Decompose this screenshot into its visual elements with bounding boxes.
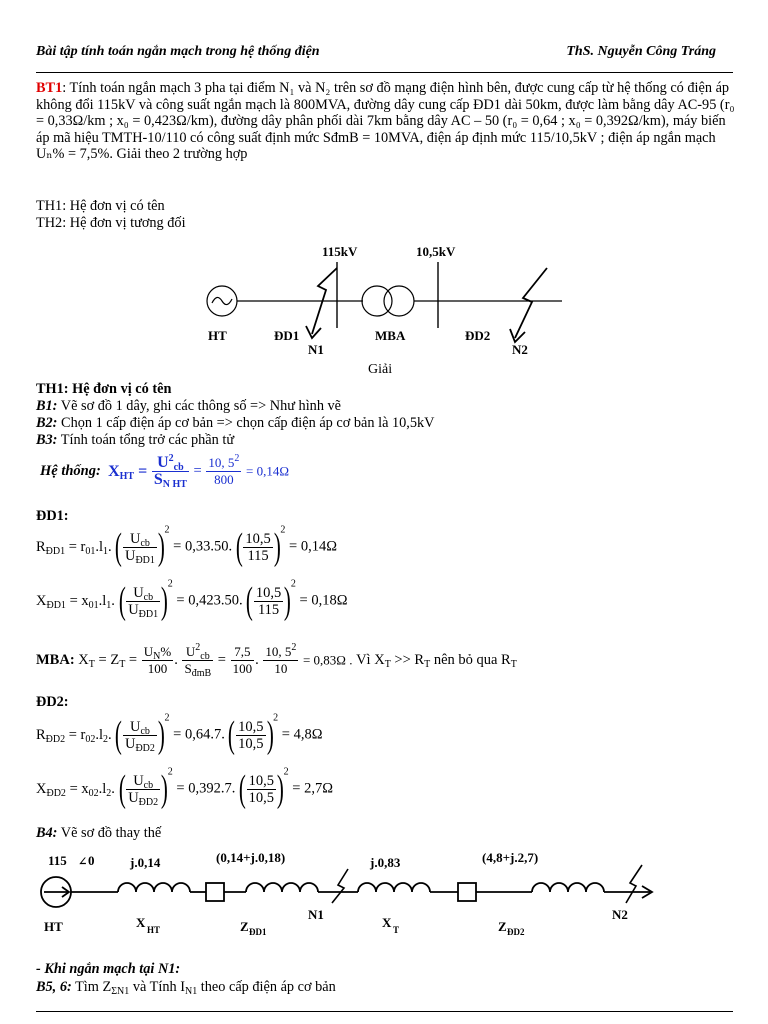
z-dd2-label: Z: [498, 919, 507, 934]
single-line-diagram: [190, 238, 590, 362]
mba-equation: MBA: $X_T = Z_T$ = $\frac{U_N\%}{100}$ . $\frac{U^2_{cb}}{S_{đmB}}$ = $\frac{7,5}{100}$ . $\frac{10, 5^2}{10}$ = 0,83Ω . Vì $X_T >> R_T$ nên bỏ qua $R_T$: [36, 642, 517, 679]
z-dd2-value: (4,8+j.2,7): [482, 850, 539, 865]
label-n2: N2: [512, 342, 528, 357]
problem-text: : Tính toán ngắn mạch 3 pha tại điểm N₁ và N₂ trên sơ đồ mạng điện hình bên, được cung cấp từ hệ thống có điện áp không đổi 115kV và công suất ngắn mạch là 800MVA, đường dây cung cấp ĐD1 dài 50km, được làm bằng dây AC-95 (r₀ = 0,33Ω/km ; x₀ = 0,423Ω/km), đường dây phân phối dài 7km bằng dây AC – 50 (r₀ = 0,64 ; x₀ = 0,392Ω/km), máy biến áp mã hiệu TMTH-10/110 có công suất định mức SđmB = 10MVA, điện áp định mức 115/10,5kV ; điện áp ngắn mạch Uₙ% = 7,5%. Giải theo 2 trường hợp: [36, 80, 735, 163]
x-dd2-equation: $X_{ĐD2} = x_{02}.l_2$. ( $\frac{U_{cb}}{U_{ĐD2}}$ )$^2$ = 0,392.7. ( $\frac{10,5}{10,5}$ )$^2$ = 2,7Ω: [36, 766, 333, 810]
source-value: 115: [48, 853, 67, 868]
svg-text:ĐD2: ĐD2: [507, 927, 525, 937]
n2-label: N2: [612, 907, 628, 922]
r-dd2-equation: $R_{ĐD2} = r_{02}.l_2$. ( $\frac{U_{cb}}{U_{ĐD2}}$ )$^2$ = 0,64.7. ( $\frac{10,5}{10,5}$ )$^2$ = 4,8Ω: [36, 712, 323, 756]
inductor-xt: [358, 883, 430, 892]
case-2: TH2: Hệ đơn vị tương đối: [36, 215, 186, 231]
resistor-dd1: [206, 883, 224, 901]
label-n1: N1: [308, 342, 324, 357]
x-dd1-equation: $X_{ĐD1} = x_{01}.l_1$. ( $\frac{U_{cb}}{U_{ĐD1}}$ )$^2$ = 0,423.50. ( $\frac{10,5}{115}$ )$^2$ = 0,18Ω: [36, 578, 348, 622]
dd1-title: ĐD1:: [36, 508, 69, 524]
x-ht-value: j.0,14: [130, 855, 161, 870]
header-divider: [36, 72, 733, 73]
step-b2: B2: Chọn 1 cấp điện áp cơ bản => chọn cấp điện áp cơ bản là 10,5kV: [36, 415, 435, 431]
r-dd1-equation: $R_{ĐD1} = r_{01}.l_1$. ( $\frac{U_{cb}}{U_{ĐD1}}$ )$^2$ = 0,33.50. ( $\frac{10,5}{115}$ )$^2$ = 0,14Ω: [36, 524, 338, 568]
inductor-x-ht: [118, 883, 190, 892]
label-dd2: ĐD2: [465, 328, 491, 343]
label-115kv: 115kV: [322, 244, 358, 259]
n1-fault-title: - Khi ngắn mạch tại N1:: [36, 961, 181, 977]
step-b5-6: B5, 6: Tìm $Z_{\Sigma N1}$ và Tính $I_{N1}$ theo cấp điện áp cơ bản: [36, 979, 336, 997]
problem-statement: [36, 80, 736, 163]
svg-text:HT: HT: [147, 925, 161, 935]
xt-value: j.0,83: [370, 855, 401, 870]
th1-title: TH1: Hệ đơn vị có tên: [36, 381, 172, 397]
resistor-dd2: [458, 883, 476, 901]
step-b1: B1: Vẽ sơ đồ 1 dây, ghi các thông số => Như hình vẽ: [36, 398, 342, 414]
fault-arrow-n2: [515, 268, 547, 338]
footer-divider: [36, 1011, 733, 1012]
case-1: TH1: Hệ đơn vị có tên: [36, 198, 165, 214]
xt-label: X: [382, 915, 392, 930]
step-b3: B3: Tính toán tổng trở các phần tử: [36, 432, 235, 448]
equivalent-circuit: [36, 845, 676, 945]
inductor-dd2: [532, 883, 604, 892]
z-dd1-label: Z: [240, 919, 249, 934]
header-right: ThS. Nguyễn Công Tráng: [566, 44, 716, 59]
svg-text:ĐD1: ĐD1: [249, 927, 267, 937]
fault-mark-n2: [626, 865, 642, 903]
system-equation: Hệ thống: $X_{HT}$ = $\frac{U^2_{cb}}{S_{N HT}}$ = $\frac{10, 5^2}{800}$ = 0,14Ω: [40, 453, 289, 490]
svg-text:∠: ∠: [78, 856, 88, 868]
label-10-5kv: 10,5kV: [416, 244, 456, 259]
n1-label: N1: [308, 907, 324, 922]
source-angle: 0: [88, 853, 95, 868]
solution-label: Giải: [368, 362, 393, 377]
dd2-title: ĐD2:: [36, 694, 69, 710]
inductor-dd1: [246, 883, 318, 892]
label-dd1: ĐD1: [274, 328, 300, 343]
step-b4: B4: Vẽ sơ đồ thay thế: [36, 825, 162, 841]
header-left: Bài tập tính toán ngắn mạch trong hệ thống điện: [36, 44, 320, 59]
label-ht: HT: [208, 328, 227, 343]
ht-label: HT: [44, 919, 63, 934]
svg-text:T: T: [393, 925, 400, 935]
z-dd1-value: (0,14+j.0,18): [216, 850, 286, 865]
label-mba: MBA: [375, 328, 406, 343]
fault-mark-n1: [332, 869, 348, 903]
problem-label: BT1: [36, 80, 63, 96]
x-ht-label: X: [136, 915, 146, 930]
